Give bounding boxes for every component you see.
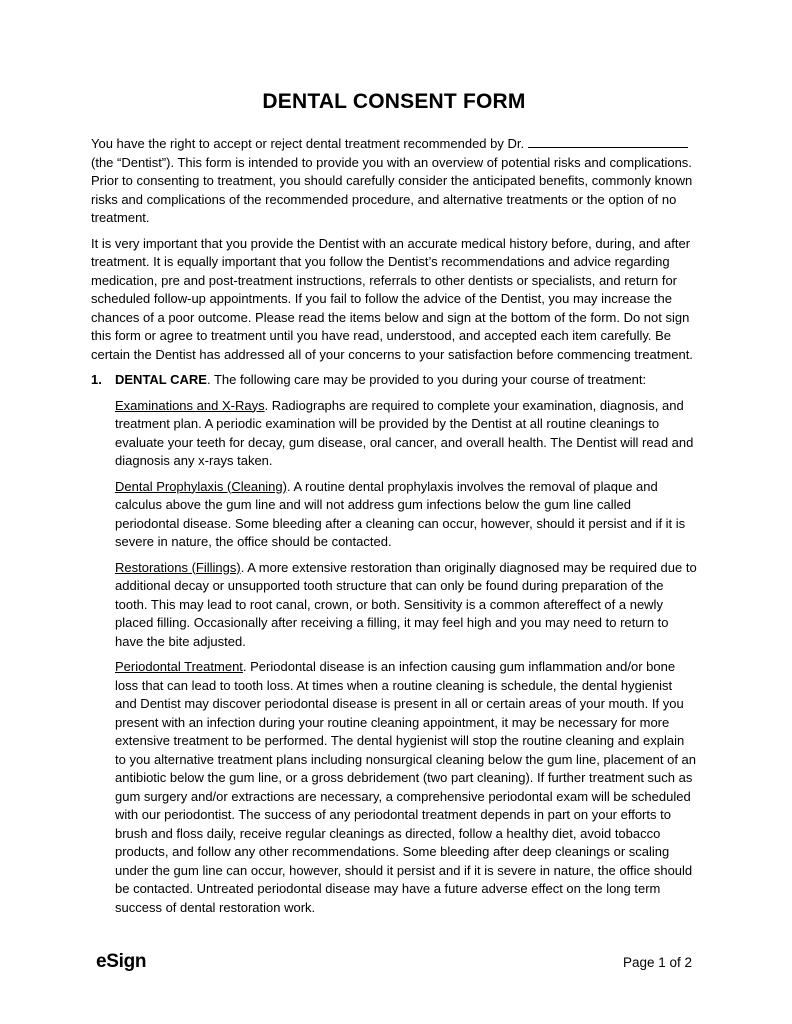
esign-logo: eSign [96, 951, 147, 972]
page-indicator: Page 1 of 2 [622, 955, 692, 970]
subsection-text: . A more extensive restoration than originally diagnosed may be required due to additional decay or unsupported tooth structure that can only be found during preparation of the tooth. This may lead to root canal, crown, or both. Sensitivity is a common aftereffect of a newly placed filling. Occasionally after receiving a filling, it may feel high and you may need to return to have the bite adjusted. [115, 559, 697, 649]
section-number: 1. [91, 372, 102, 387]
subsection-text: . Periodontal disease is an infection causing gum inflammation and/or bone loss that can lead to tooth loss. At times when a routine cleaning is schedule, the dental hygienist and Dentist may discover periodontal disease is present in all or certain areas of your mouth. If you present with an infection during your routine cleaning appointment, it may be necessary for more extensive treatment to be performed. The dental hygienist will stop the routine cleaning and explain to you alternative treatment plans including nonsurgical cleaning below the gum line, placement of an antibiotic below the gum line, or a gross debridement (two part cleaning). If further treatment such as gum surgery and/or extractions are necessary, a comprehensive periodontal exam will be scheduled with our periodontist. The success of any periodontal treatment depends in part on your efforts to brush and floss daily, receive regular cleanings as directed, follow a healthy diet, avoid tobacco products, and follow any other recommendations. Some bleeding after deep cleanings or scaling under the gum line can occur, however, should it persist and if it is severe in nature, the office should be contacted. Untreated periodontal disease may have a future adverse effect on the long term success of dental restoration work. [115, 659, 697, 915]
page-title: DENTAL CONSENT FORM [262, 90, 526, 113]
page-footer [96, 951, 692, 974]
section-heading-text [115, 371, 646, 390]
subsection-text: . Radiographs are required to complete your examination, diagnosis, and treatment plan. A periodic examination will be provided by the Dentist at all routine cleanings to evaluate your teeth for decay, gum disease, oral cancer, and overall health. The Dentist will read and diagnosis any x-rays taken. [115, 397, 694, 468]
section-intro-text: . The following care may be provided to you during your course of treatment: [206, 372, 647, 387]
intro-lead-text: You have the right to accept or reject dental treatment recommended by Dr. [91, 136, 528, 151]
subsection-heading: Periodontal Treatment [115, 659, 243, 674]
subsection-heading: Restorations (Fillings) [115, 559, 241, 575]
subsection-examinations-xrays [115, 397, 697, 471]
medical-history-paragraph: It is very important that you provide the Dentist with an accurate medical history before, during, and after treatment. It is equally important that you follow the Dentist’s recommendations and advice regarding medication, pre and post-treatment instructions, referrals to other dentists or specialists, and return for scheduled follow-up appointments. If you fail to follow the advice of the Dentist, you may increase the chances of a poor outcome. Please read the items below and sign at the bottom of the form. Do not sign this form or agree to treatment until you have read, understood, and accepted each item carefully. Be certain the Dentist has addressed all of your concerns to your satisfaction before commencing treatment. [91, 235, 693, 362]
intro-paragraph [91, 133, 697, 228]
subsection-heading: Dental Prophylaxis (Cleaning) [115, 478, 287, 494]
subsection-dental-prophylaxis [115, 478, 697, 552]
subsection-heading: Examinations and X-Rays [115, 397, 265, 413]
dentist-name-blank[interactable] [528, 133, 688, 148]
section-title: DENTAL CARE [115, 372, 207, 387]
document-content [91, 90, 697, 924]
section-dental-care-heading [91, 371, 697, 390]
subsection-restorations-fillings [115, 559, 697, 652]
subsection-text: . A routine dental prophylaxis involves the removal of plaque and calculus above the gum line and will not address gum infections below the gum line called periodontal disease. Some bleeding after a cleaning can occur, however, should it persist and if it is severe in nature, the office should be contacted. [115, 478, 686, 549]
subsection-periodontal-treatment [115, 658, 697, 917]
intro-rest-text: (the “Dentist”). This form is intended to provide you with an overview of potential risks and complications. Prior to consenting to treatment, you should carefully consider the anticipated benefits, commonly known risks and complications of the recommended procedure, and alternative treatments or the option of no treatment. [91, 154, 693, 225]
intro-first-line [91, 133, 697, 154]
